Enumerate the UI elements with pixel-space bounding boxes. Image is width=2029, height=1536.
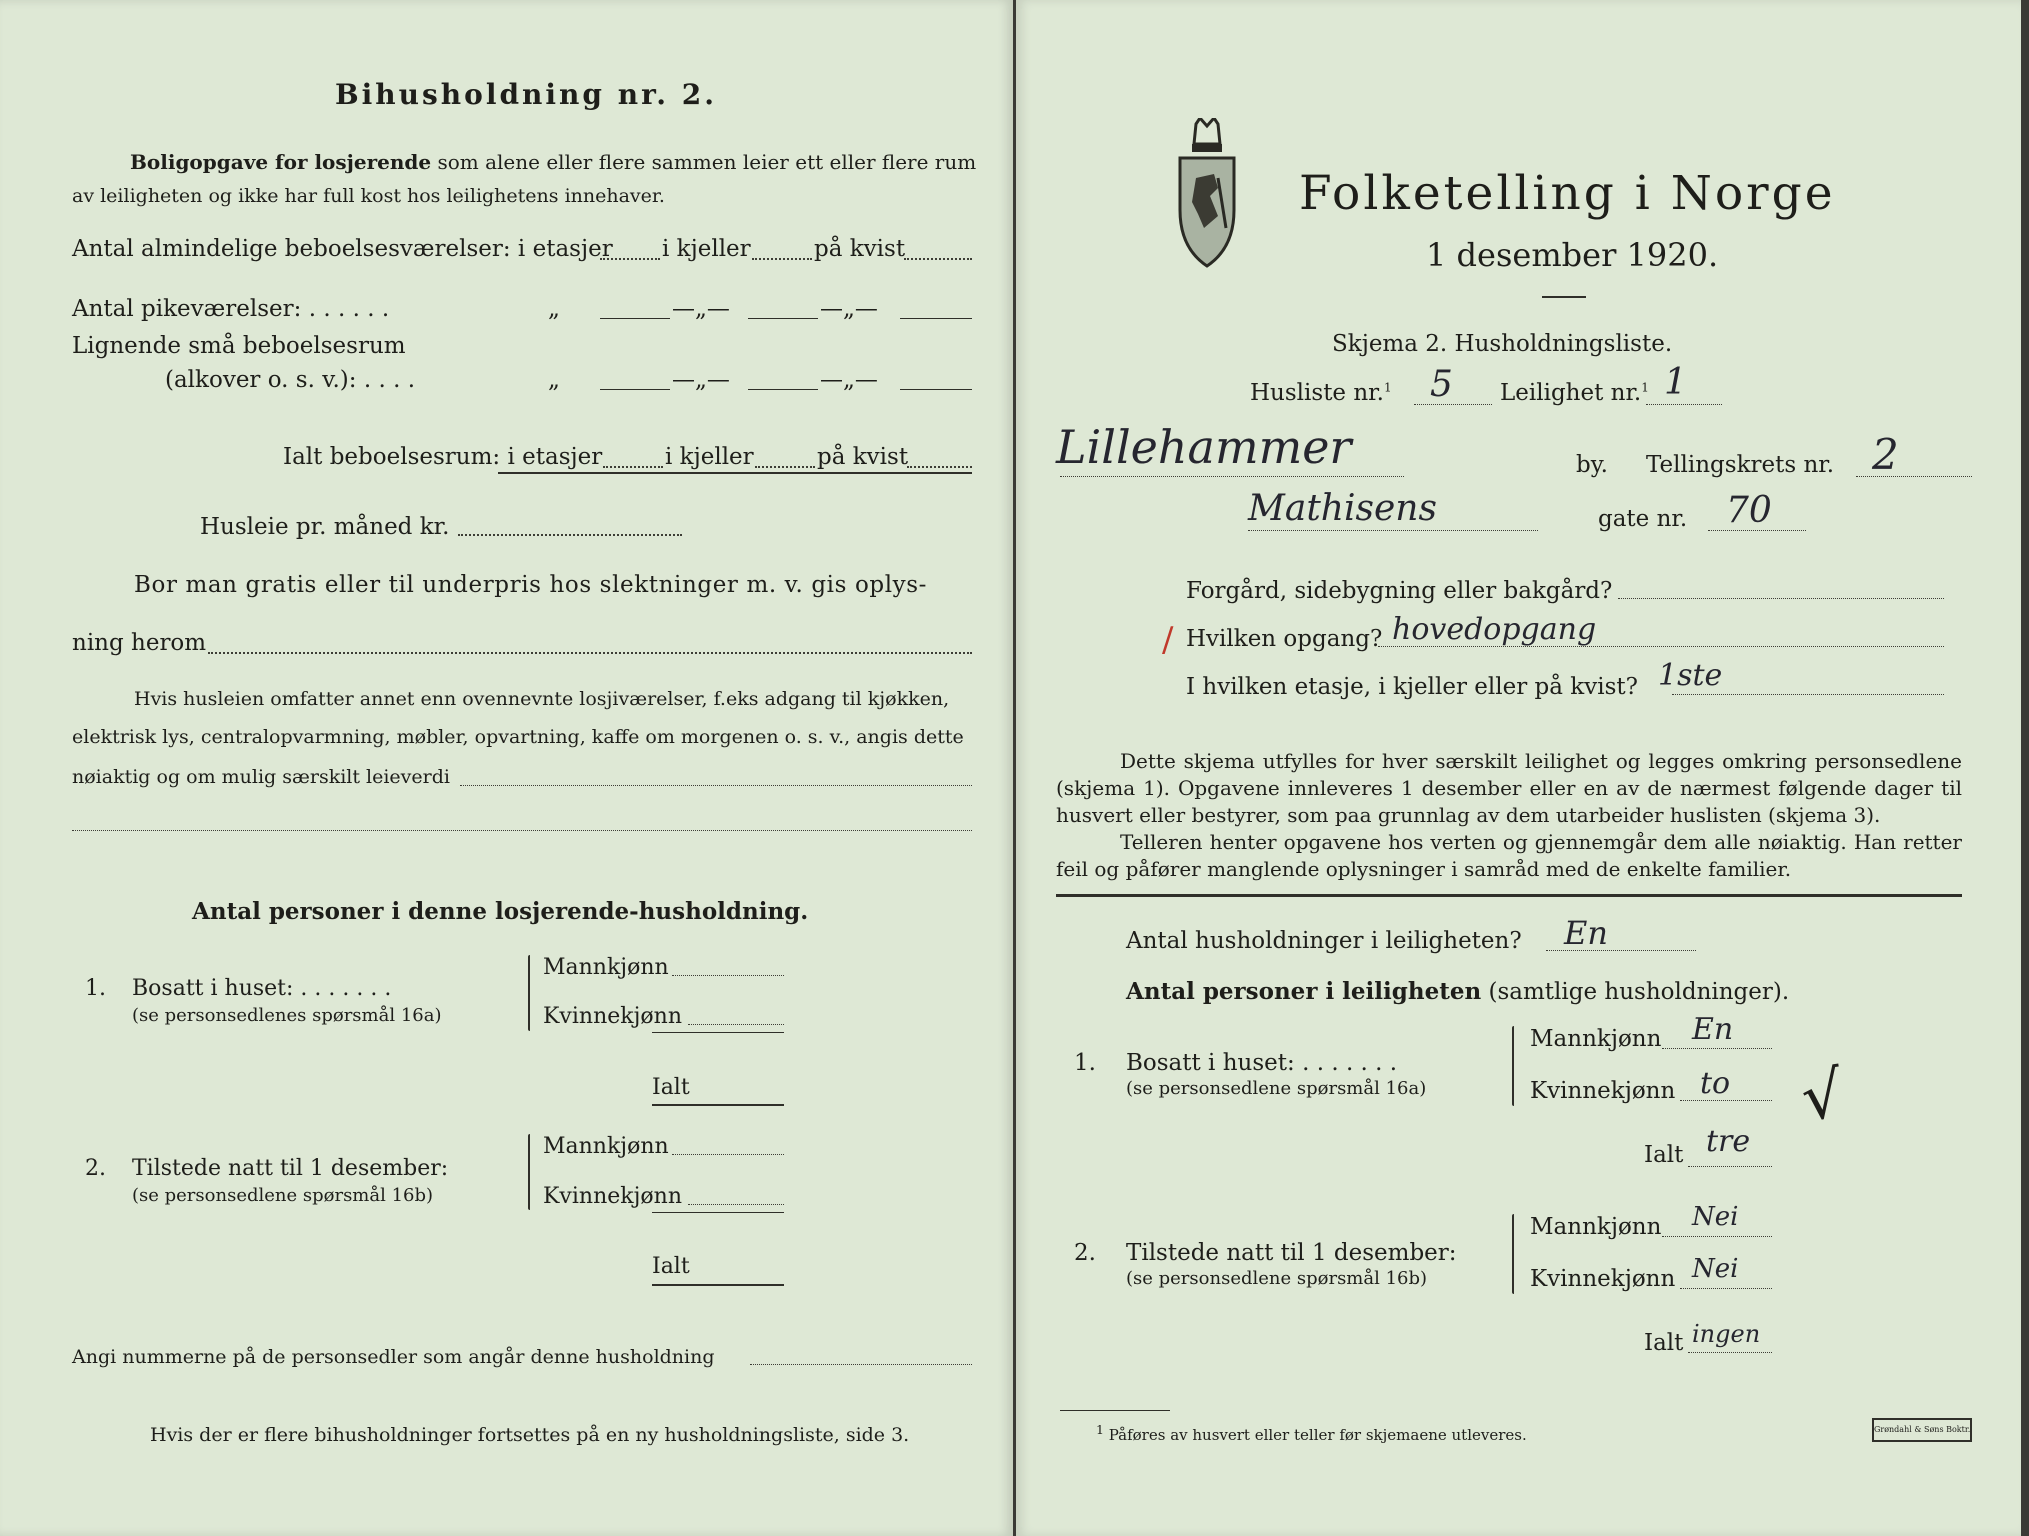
husliste-value[interactable]: 5 <box>1430 364 1453 405</box>
l-item2-sub: (se personsedlene spørsmål 16b) <box>132 1185 434 1206</box>
r-item1-kvinne-label: Kvinnekjønn <box>1530 1078 1676 1104</box>
l-item2-kvinne-label: Kvinnekjønn <box>543 1184 682 1209</box>
r-item1-kvinne-field <box>1680 1100 1772 1101</box>
leilighet-field <box>1646 404 1722 405</box>
tellingskrets-field <box>1856 476 1972 477</box>
left-page <box>0 0 1013 1536</box>
instructions-rule <box>1056 894 1962 897</box>
husliste-sup: 1 <box>1383 380 1392 395</box>
rooms-kvist-label: på kvist <box>814 236 906 262</box>
r-item1-ialt-field <box>1688 1166 1772 1167</box>
households-value[interactable]: En <box>1564 914 1608 952</box>
hvis-line-2: elektrisk lys, centralopvarmning, møbler, opvartning, kaffe om morgenen o. s. v., angis dette <box>72 726 964 748</box>
rooms-etasjer-field[interactable] <box>600 258 660 260</box>
husleie-field[interactable] <box>458 534 682 536</box>
etasje-field <box>1672 694 1944 695</box>
husliste-label <box>1250 380 1392 406</box>
ialt-rooms-label: Ialt beboelsesrum: i etasjer <box>283 444 603 470</box>
r-item2-num: 2. <box>1074 1240 1096 1266</box>
pike-ditto-3: —„— <box>820 296 878 322</box>
gate-nr-field <box>1708 530 1806 531</box>
r-item2-mann-field <box>1662 1236 1772 1237</box>
hvis-line-1: Hvis husleien omfatter annet enn ovennevnte losjiværelser, f.eks adgang til kjøkken, <box>134 688 950 710</box>
instructions-1: Dette skjema utfylles for hver særskilt leilighet og legges omkring personsedlene (skjema 1). Opgavene innleveres 1 desember eller en av de nærmest følgende dager til husvert eller bestyrer, som paa grunnlag av dem utarbeider huslisten (skjema 3). <box>1056 749 1962 827</box>
r-item1-ialt-value[interactable]: tre <box>1706 1124 1751 1159</box>
persons-heading-bold: Antal personer i leiligheten <box>1126 978 1482 1005</box>
households-label: Antal husholdninger i leiligheten? <box>1126 928 1522 954</box>
r-item1-sub: (se personsedlene spørsmål 16a) <box>1126 1078 1427 1099</box>
ialt-etasjer-field[interactable] <box>603 466 663 468</box>
angi-label: Angi nummerne på de personsedler som angår denne husholdning <box>72 1346 715 1368</box>
leieverdi-field[interactable] <box>460 785 972 786</box>
pike-label: Antal pikeværelser: . . . . . . <box>72 296 390 322</box>
pike-ditto-2: —„— <box>672 296 730 322</box>
l-item2-num: 2. <box>85 1156 106 1181</box>
norway-coat-of-arms-icon <box>1174 118 1240 268</box>
ialt-underline <box>498 472 972 474</box>
bihusholdning-title: Bihusholdning nr. 2. <box>335 78 717 111</box>
gratis-field[interactable] <box>208 652 972 654</box>
intro-bold: Boligopgave for losjerende <box>130 150 432 174</box>
opgang-field <box>1378 646 1944 647</box>
l-item1-kvinne-label: Kvinnekjønn <box>543 1004 682 1029</box>
r-item2-ialt-label: Ialt <box>1644 1330 1684 1356</box>
rooms-kvist-field[interactable] <box>904 258 972 260</box>
pike-field-2[interactable] <box>748 318 818 319</box>
footnote-text: Påføres av husvert eller teller før skjemaene utleveres. <box>1108 1426 1527 1444</box>
l-item2-ialt-field[interactable] <box>652 1284 784 1286</box>
census-title: Folketelling i Norge <box>1299 166 1836 221</box>
ialt-kvist-label: på kvist <box>817 444 909 470</box>
ialt-kvist-field[interactable] <box>907 466 972 468</box>
etasje-label: I hvilken etasje, i kjeller eller på kvist? <box>1186 674 1638 700</box>
alkover-field-1[interactable] <box>600 389 670 390</box>
right-page <box>1016 0 2021 1536</box>
husleie-label: Husleie pr. måned kr. <box>200 514 450 540</box>
skjema-label: Skjema 2. Husholdningsliste. <box>1332 331 1673 357</box>
l-item1-ialt-label: Ialt <box>652 1075 690 1100</box>
husliste-field <box>1414 404 1492 405</box>
instructions-2: Telleren henter opgavene hos verten og gjennemgår dem alle nøiaktig. Han retter feil og påfører manglende oplysninger i samråd med de enkelte familier. <box>1056 830 1962 881</box>
alkover-label: (alkover o. s. v.): . . . . <box>165 367 416 393</box>
gratis-line-1: Bor man gratis eller til underpris hos slektninger m. v. gis oplys- <box>134 572 928 598</box>
alkover-ditto-2: —„— <box>672 367 730 393</box>
leieverdi-field-2[interactable] <box>72 830 972 831</box>
l-item2-sum-line <box>652 1212 784 1213</box>
alkover-ditto: „ <box>548 367 560 393</box>
l-item2-ialt-label: Ialt <box>652 1254 690 1279</box>
etasje-value[interactable]: 1ste <box>1658 658 1723 693</box>
households-field <box>1546 950 1696 951</box>
l-item1-mann-label: Mannkjønn <box>543 955 669 980</box>
gate-value[interactable]: Mathisens <box>1248 488 1437 529</box>
l-item2-mann-label: Mannkjønn <box>543 1134 669 1159</box>
rooms-kjeller-label: i kjeller <box>662 236 751 262</box>
r-item2-mann-value[interactable]: Nei <box>1692 1202 1739 1232</box>
gate-nr-value[interactable]: 70 <box>1726 490 1772 531</box>
tellingskrets-label: Tellingskrets nr. <box>1646 452 1835 478</box>
footnote-num: 1 <box>1096 1422 1104 1437</box>
alkover-ditto-3: —„— <box>820 367 878 393</box>
r-item1-brace <box>1512 1026 1514 1106</box>
l-item1-sub: (se personsedlenes spørsmål 16a) <box>132 1005 442 1026</box>
r-item1-num: 1. <box>1074 1050 1096 1076</box>
footnote-rule <box>1060 1410 1170 1411</box>
opgang-value[interactable]: hovedopgang <box>1392 612 1597 647</box>
l-item1-num: 1. <box>85 976 106 1001</box>
pike-field-3[interactable] <box>900 318 972 319</box>
r-item2-mann-label: Mannkjønn <box>1530 1214 1662 1240</box>
l-item2-kvinne-field[interactable] <box>688 1204 784 1205</box>
by-label: by. <box>1576 452 1608 478</box>
r-item1-mann-label: Mannkjønn <box>1530 1026 1662 1052</box>
r-item1-mann-value[interactable]: En <box>1692 1012 1734 1047</box>
l-item2-label: Tilstede natt til 1 desember: <box>132 1156 449 1181</box>
date-underline <box>1542 296 1586 298</box>
r-item2-ialt-value[interactable]: ingen <box>1692 1320 1761 1348</box>
lignende-label: Lignende små beboelsesrum <box>72 333 406 359</box>
r-item1-ialt-label: Ialt <box>1644 1142 1684 1168</box>
tellingskrets-value[interactable]: 2 <box>1872 430 1899 479</box>
r-item1-label: Bosatt i huset: . . . . . . . <box>1126 1050 1398 1076</box>
by-field <box>1060 476 1404 477</box>
leilighet-label <box>1500 380 1649 406</box>
hvis-line-3: nøiaktig og om mulig særskilt leieverdi <box>72 766 450 788</box>
r-item1-kvinne-value[interactable]: to <box>1700 1066 1731 1101</box>
leilighet-sup: 1 <box>1641 380 1649 395</box>
alkover-field-3[interactable] <box>900 389 972 390</box>
leilighet-label-text: Leilighet nr. <box>1500 380 1642 406</box>
intro-rest: som alene eller flere sammen leier ett eller flere rum <box>431 150 977 174</box>
gratis-line-2: ning herom <box>72 630 207 656</box>
angi-field[interactable] <box>750 1364 972 1365</box>
forgard-field[interactable] <box>1618 598 1944 599</box>
left-footer: Hvis der er flere bihusholdninger fortsettes på en ny husholdningsliste, side 3. <box>150 1424 910 1446</box>
husliste-label-text: Husliste nr. <box>1250 380 1384 406</box>
rooms-label: Antal almindelige beboelsesværelser: i etasjer <box>72 236 613 262</box>
footnote <box>1096 1422 1527 1444</box>
opgang-label: Hvilken opgang? <box>1186 626 1383 652</box>
l-item2-mann-field[interactable] <box>672 1154 784 1155</box>
red-margin-mark: / <box>1162 620 1174 660</box>
leilighet-value[interactable]: 1 <box>1664 362 1687 403</box>
intro-line-1 <box>130 150 976 174</box>
ialt-kjeller-label: i kjeller <box>665 444 754 470</box>
l-item1-brace <box>528 955 530 1031</box>
l-item2-brace <box>528 1134 530 1210</box>
l-item1-ialt-field[interactable] <box>652 1104 784 1106</box>
checkmark-icon: √ <box>1797 1057 1848 1137</box>
alkover-field-2[interactable] <box>748 389 818 390</box>
r-item2-label: Tilstede natt til 1 desember: <box>1126 1240 1457 1266</box>
persons-heading-right <box>1126 978 1789 1005</box>
l-item1-label: Bosatt i huset: . . . . . . . <box>132 976 392 1001</box>
r-item2-ialt-field <box>1688 1352 1772 1353</box>
r-item2-brace <box>1512 1214 1514 1294</box>
gate-field <box>1248 530 1538 531</box>
l-item1-kvinne-field[interactable] <box>688 1024 784 1025</box>
r-item2-kvinne-field <box>1680 1288 1772 1289</box>
l-item1-mann-field[interactable] <box>672 975 784 976</box>
ialt-kjeller-field[interactable] <box>755 466 815 468</box>
persons-title-left: Antal personer i denne losjerende-husholdning. <box>192 898 809 925</box>
r-item2-kvinne-label: Kvinnekjønn <box>1530 1266 1676 1292</box>
persons-heading-rest: (samtlige husholdninger). <box>1481 979 1790 1005</box>
intro-line-2: av leiligheten og ikke har full kost hos leilighetens innehaver. <box>72 185 665 207</box>
pike-field-1[interactable] <box>600 318 670 319</box>
r-item2-sub: (se personsedlene spørsmål 16b) <box>1126 1268 1428 1289</box>
census-date: 1 desember 1920. <box>1426 236 1719 274</box>
gate-label: gate nr. <box>1598 506 1688 532</box>
r-item2-kvinne-value[interactable]: Nei <box>1692 1254 1739 1284</box>
printer-stamp: Grøndahl & Søns Boktr. <box>1872 1418 1972 1442</box>
forgard-label: Forgård, sidebygning eller bakgård? <box>1186 578 1613 604</box>
by-value[interactable]: Lillehammer <box>1056 420 1352 474</box>
l-item1-sum-line <box>652 1032 784 1033</box>
pike-ditto: „ <box>548 296 560 322</box>
r-item1-mann-field <box>1662 1048 1772 1049</box>
rooms-kjeller-field[interactable] <box>752 258 812 260</box>
